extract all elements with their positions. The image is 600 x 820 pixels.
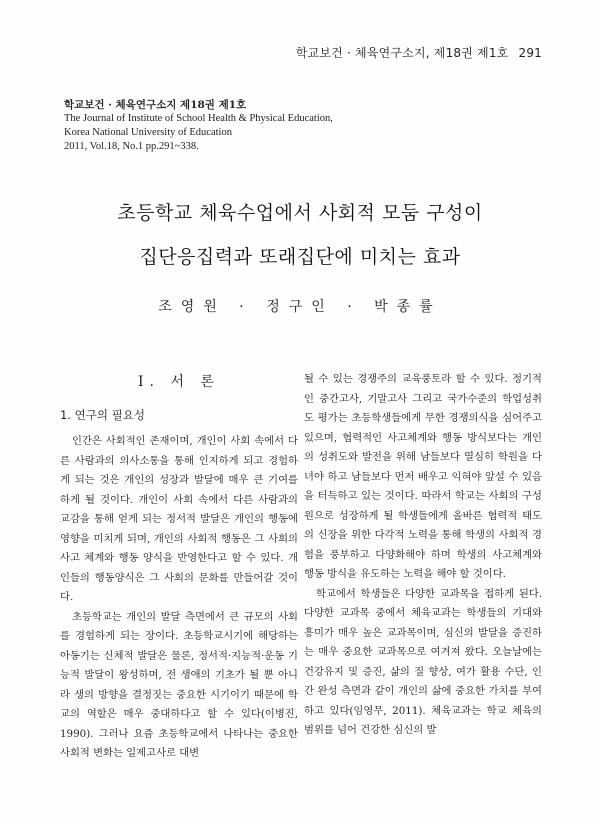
running-header-text: 학교보건 · 체육연구소지, 제18권 제1호	[295, 46, 509, 60]
left-paragraph-1: 인간은 사회적인 존재이며, 개인이 사회 속에서 다른 사람과의 의사소통을 통해 인지하게 되고 경험하게 되는 것은 개인의 성장과 발달에 매우 큰 기여를 하게 될 것이다. 개인이 사회 속에서 다른 사람과의 교감을 통해 얻게 되는 정서적 발달은 개인의 행동에 영향을 미치게 되며, 개인의 사회적 행동은 그 사회의 사고 체계와 행동 양식을 반영한다고 할 수 있다. 개인들의 행동양식은 그 사회의 문화를 만들어갈 것이다.	[60, 435, 298, 603]
left-paragraph-2: 초등학교는 개인의 발달 측면에서 큰 규모의 사회를 경험하게 되는 장이다. 초등학교시기에 해당하는 아동기는 신체적 발달은 물론, 정서적·지능적·운동 기능적 발달이 왕성하며, 전 생애의 기초가 될 뿐 아니라 생의 방향을 결정짓는 중요한 시기이기 때문에 학교의 역할은 매우 중대하다고 할 수 있다(이병진, 1990). 그러나 요즘 초등학교에서 나타나는 중요한 사회적 변화는 일제고사로 대변	[60, 610, 298, 759]
page-number: 291	[518, 46, 542, 60]
article-title-line-2: 집단응집력과 또래집단에 미치는 효과	[139, 246, 461, 268]
subsection-heading: 1. 연구의 필요성	[60, 408, 145, 422]
left-column	[60, 372, 298, 764]
running-header	[296, 44, 542, 61]
article-title	[0, 191, 600, 279]
article-authors: 조영원 · 정구인 · 박종률	[158, 299, 442, 315]
article-title-line-1: 초등학교 체육수업에서 사회적 모둠 구성이	[117, 202, 483, 224]
journal-korean-title: 학교보건 · 체육연구소지 제18권 제1호	[64, 99, 247, 111]
journal-institution: Korea National University of Education	[64, 127, 232, 138]
journal-english-title: The Journal of Institute of School Health & Physical Education,	[64, 113, 333, 124]
journal-citation: 2011, Vol.18, No.1 pp.291~338.	[64, 141, 199, 152]
right-paragraph-2: 학교에서 학생들은 다양한 교과목을 접하게 된다. 다양한 교과목 중에서 체육교과는 학생들의 기대와 흥미가 매우 높은 교과목이며, 심신의 발달을 증진하는 매우 중요한 교과목으로 여겨져 왔다. 오늘날에는 건강유지 및 증진, 삶의 질 향상, 여가 활용 수단, 인간 완성 측면과 같이 개인의 삶에 중요한 가치를 부여하고 있다(임영무, 2011). 체육교과는 학교 체육의 범위를 넘어 건강한 심신의 발	[304, 587, 542, 736]
section-heading: Ⅰ. 서 론	[138, 374, 220, 390]
right-paragraph-1: 될 수 있는 경쟁주의 교육풍토라 할 수 있다. 정기적인 중간고사, 기말고사 그리고 국가수준의 학업성취도 평가는 초등학생들에게 무한 경쟁의식을 심어주고 있으며, 협력적인 사고체계와 행동 방식보다는 개인의 성취도와 발전을 위해 남들보다 열심히 학원을 다녀야 하고 남들보다 먼저 배우고 익혀야 앞설 수 있음을 터득하고 있는 것이다. 따라서 학교는 사회의 구성원으로 성장하게 될 학생들에게 올바른 협력적 태도의 신장을 위한 다각적 노력을 통해 학생의 사회적 경험을 풍부하고 다양화해야 하며 학생의 사고체계와 행동 방식을 유도하는 노력을 해야 할 것이다.	[304, 373, 542, 580]
journal-info	[64, 98, 484, 154]
right-column	[304, 370, 542, 741]
